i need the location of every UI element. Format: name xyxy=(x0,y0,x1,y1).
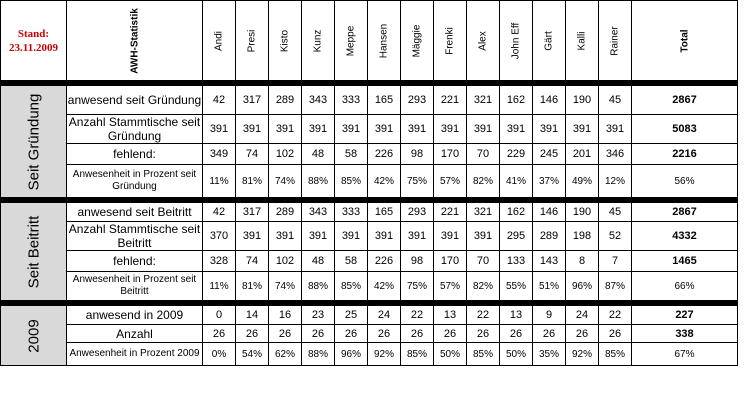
value-cell: 391 xyxy=(203,115,236,144)
value-cell: 74 xyxy=(236,144,269,165)
value-cell: 226 xyxy=(368,251,401,272)
value-cell: 229 xyxy=(500,144,533,165)
table-row xyxy=(1,144,738,165)
stand-date: 23.11.2009 xyxy=(9,41,58,54)
value-cell: 22 xyxy=(599,306,632,325)
row-label: Anzahl Stammtische seit Beitritt xyxy=(67,222,203,251)
value-cell: 70 xyxy=(467,144,500,165)
value-cell: 146 xyxy=(533,86,566,115)
value-cell: 162 xyxy=(500,86,533,115)
value-cell: 133 xyxy=(500,251,533,272)
person-header: Frenki xyxy=(434,1,467,81)
person-header: Kisto xyxy=(269,1,302,81)
value-cell: 391 xyxy=(500,115,533,144)
value-cell: 391 xyxy=(599,115,632,144)
total-cell: 66% xyxy=(632,272,738,301)
value-cell: 198 xyxy=(566,222,599,251)
total-cell: 1465 xyxy=(632,251,738,272)
value-cell: 0 xyxy=(203,306,236,325)
value-cell: 58 xyxy=(335,251,368,272)
value-cell: 11% xyxy=(203,165,236,198)
value-cell: 289 xyxy=(269,86,302,115)
section-label-cell xyxy=(1,306,67,366)
value-cell: 333 xyxy=(335,86,368,115)
table-row xyxy=(1,343,738,366)
row-label: fehlend: xyxy=(67,144,203,165)
person-header: Meppe xyxy=(335,1,368,81)
section-label: 2009 xyxy=(25,318,42,353)
value-cell: 26 xyxy=(434,325,467,343)
value-cell: 41% xyxy=(500,165,533,198)
total-cell: 4332 xyxy=(632,222,738,251)
value-cell: 391 xyxy=(368,222,401,251)
value-cell: 391 xyxy=(401,115,434,144)
value-cell: 8 xyxy=(566,251,599,272)
value-cell: 13 xyxy=(434,306,467,325)
value-cell: 245 xyxy=(533,144,566,165)
section-label: Seit Beitritt xyxy=(25,215,42,288)
value-cell: 24 xyxy=(368,306,401,325)
value-cell: 370 xyxy=(203,222,236,251)
value-cell: 42% xyxy=(368,165,401,198)
total-cell: 2867 xyxy=(632,86,738,115)
value-cell: 98 xyxy=(401,251,434,272)
table-row xyxy=(1,86,738,115)
value-cell: 87% xyxy=(599,272,632,301)
value-cell: 57% xyxy=(434,272,467,301)
value-cell: 81% xyxy=(236,165,269,198)
stand-label: Stand: xyxy=(17,27,50,40)
value-cell: 146 xyxy=(533,203,566,222)
value-cell: 391 xyxy=(302,115,335,144)
value-cell: 85% xyxy=(599,343,632,366)
value-cell: 50% xyxy=(434,343,467,366)
value-cell: 343 xyxy=(302,203,335,222)
value-cell: 98 xyxy=(401,144,434,165)
row-label: anwesend in 2009 xyxy=(67,306,203,325)
section-label-cell xyxy=(1,203,67,301)
value-cell: 391 xyxy=(533,115,566,144)
row-label: Anzahl xyxy=(67,325,203,343)
value-cell: 190 xyxy=(566,86,599,115)
total-header: Total xyxy=(632,1,738,81)
value-cell: 391 xyxy=(302,222,335,251)
value-cell: 14 xyxy=(236,306,269,325)
value-cell: 201 xyxy=(566,144,599,165)
value-cell: 23 xyxy=(302,306,335,325)
value-cell: 55% xyxy=(500,272,533,301)
person-header: Hansen xyxy=(368,1,401,81)
value-cell: 85% xyxy=(335,165,368,198)
row-label: Anwesenheit in Prozent seit Beitritt xyxy=(67,272,203,301)
person-header: Kunz xyxy=(302,1,335,81)
value-cell: 37% xyxy=(533,165,566,198)
value-cell: 26 xyxy=(467,325,500,343)
value-cell: 143 xyxy=(533,251,566,272)
value-cell: 190 xyxy=(566,203,599,222)
value-cell: 96% xyxy=(566,272,599,301)
table-row xyxy=(1,306,738,325)
value-cell: 52 xyxy=(599,222,632,251)
value-cell: 62% xyxy=(269,343,302,366)
value-cell: 391 xyxy=(467,115,500,144)
value-cell: 26 xyxy=(203,325,236,343)
value-cell: 75% xyxy=(401,272,434,301)
person-header: John Eff xyxy=(500,1,533,81)
value-cell: 102 xyxy=(269,144,302,165)
value-cell: 26 xyxy=(335,325,368,343)
value-cell: 74% xyxy=(269,272,302,301)
value-cell: 42% xyxy=(368,272,401,301)
value-cell: 26 xyxy=(566,325,599,343)
value-cell: 12% xyxy=(599,165,632,198)
total-cell: 67% xyxy=(632,343,738,366)
row-label: anwesend seit Beitritt xyxy=(67,203,203,222)
value-cell: 391 xyxy=(236,222,269,251)
value-cell: 26 xyxy=(401,325,434,343)
person-header: Andi xyxy=(203,1,236,81)
value-cell: 165 xyxy=(368,203,401,222)
total-cell: 2867 xyxy=(632,203,738,222)
value-cell: 317 xyxy=(236,86,269,115)
value-cell: 349 xyxy=(203,144,236,165)
value-cell: 391 xyxy=(335,222,368,251)
value-cell: 88% xyxy=(302,343,335,366)
value-cell: 26 xyxy=(269,325,302,343)
stand-date-cell xyxy=(1,1,67,81)
value-cell: 92% xyxy=(368,343,401,366)
person-header: Kalli xyxy=(566,1,599,81)
value-cell: 22 xyxy=(467,306,500,325)
value-cell: 58 xyxy=(335,144,368,165)
value-cell: 11% xyxy=(203,272,236,301)
value-cell: 42 xyxy=(203,203,236,222)
value-cell: 391 xyxy=(269,115,302,144)
value-cell: 75% xyxy=(401,165,434,198)
value-cell: 391 xyxy=(368,115,401,144)
value-cell: 22 xyxy=(401,306,434,325)
header-row xyxy=(1,1,738,81)
value-cell: 346 xyxy=(599,144,632,165)
value-cell: 54% xyxy=(236,343,269,366)
value-cell: 45 xyxy=(599,203,632,222)
total-cell: 56% xyxy=(632,165,738,198)
value-cell: 26 xyxy=(500,325,533,343)
value-cell: 26 xyxy=(302,325,335,343)
value-cell: 26 xyxy=(368,325,401,343)
total-cell: 338 xyxy=(632,325,738,343)
value-cell: 165 xyxy=(368,86,401,115)
value-cell: 26 xyxy=(599,325,632,343)
value-cell: 24 xyxy=(566,306,599,325)
value-cell: 221 xyxy=(434,86,467,115)
value-cell: 333 xyxy=(335,203,368,222)
value-cell: 391 xyxy=(434,222,467,251)
row-label: Anwesenheit in Prozent 2009 xyxy=(67,343,203,366)
value-cell: 35% xyxy=(533,343,566,366)
value-cell: 26 xyxy=(236,325,269,343)
table-row xyxy=(1,115,738,144)
value-cell: 16 xyxy=(269,306,302,325)
value-cell: 321 xyxy=(467,203,500,222)
value-cell: 226 xyxy=(368,144,401,165)
value-cell: 293 xyxy=(401,86,434,115)
value-cell: 170 xyxy=(434,251,467,272)
total-cell: 227 xyxy=(632,306,738,325)
table-row xyxy=(1,222,738,251)
value-cell: 48 xyxy=(302,251,335,272)
row-label: fehlend: xyxy=(67,251,203,272)
value-cell: 391 xyxy=(467,222,500,251)
value-cell: 7 xyxy=(599,251,632,272)
value-cell: 50% xyxy=(500,343,533,366)
value-cell: 57% xyxy=(434,165,467,198)
value-cell: 26 xyxy=(533,325,566,343)
person-header: Alex xyxy=(467,1,500,81)
value-cell: 45 xyxy=(599,86,632,115)
value-cell: 51% xyxy=(533,272,566,301)
value-cell: 321 xyxy=(467,86,500,115)
value-cell: 74 xyxy=(236,251,269,272)
table-row xyxy=(1,165,738,198)
value-cell: 391 xyxy=(236,115,269,144)
total-cell: 2216 xyxy=(632,144,738,165)
value-cell: 82% xyxy=(467,165,500,198)
person-header: Presi xyxy=(236,1,269,81)
value-cell: 13 xyxy=(500,306,533,325)
value-cell: 293 xyxy=(401,203,434,222)
section-label: Seit Gründung xyxy=(25,93,42,190)
value-cell: 25 xyxy=(335,306,368,325)
value-cell: 85% xyxy=(335,272,368,301)
value-cell: 295 xyxy=(500,222,533,251)
value-cell: 343 xyxy=(302,86,335,115)
value-cell: 391 xyxy=(401,222,434,251)
person-header: Gärt xyxy=(533,1,566,81)
value-cell: 49% xyxy=(566,165,599,198)
value-cell: 70 xyxy=(467,251,500,272)
value-cell: 48 xyxy=(302,144,335,165)
value-cell: 289 xyxy=(533,222,566,251)
value-cell: 92% xyxy=(566,343,599,366)
value-cell: 81% xyxy=(236,272,269,301)
person-header: Mäggie xyxy=(401,1,434,81)
value-cell: 42 xyxy=(203,86,236,115)
value-cell: 0% xyxy=(203,343,236,366)
table-row xyxy=(1,325,738,343)
value-cell: 391 xyxy=(269,222,302,251)
row-label: anwesend seit Gründung xyxy=(67,86,203,115)
value-cell: 328 xyxy=(203,251,236,272)
row-label: Anwesenheit in Prozent seit Gründung xyxy=(67,165,203,198)
value-cell: 391 xyxy=(335,115,368,144)
value-cell: 82% xyxy=(467,272,500,301)
person-header: Rainer xyxy=(599,1,632,81)
value-cell: 317 xyxy=(236,203,269,222)
value-cell: 221 xyxy=(434,203,467,222)
value-cell: 85% xyxy=(467,343,500,366)
table-row xyxy=(1,272,738,301)
value-cell: 96% xyxy=(335,343,368,366)
value-cell: 9 xyxy=(533,306,566,325)
value-cell: 391 xyxy=(566,115,599,144)
value-cell: 88% xyxy=(302,272,335,301)
section-label-cell xyxy=(1,86,67,198)
value-cell: 88% xyxy=(302,165,335,198)
value-cell: 74% xyxy=(269,165,302,198)
table-row xyxy=(1,251,738,272)
row-label: Anzahl Stammtische seit Gründung xyxy=(67,115,203,144)
statistics-title-cell xyxy=(67,1,203,81)
value-cell: 170 xyxy=(434,144,467,165)
total-cell: 5083 xyxy=(632,115,738,144)
value-cell: 391 xyxy=(434,115,467,144)
value-cell: 102 xyxy=(269,251,302,272)
value-cell: 162 xyxy=(500,203,533,222)
value-cell: 289 xyxy=(269,203,302,222)
value-cell: 85% xyxy=(401,343,434,366)
statistics-title: AWH-Statistik xyxy=(129,7,140,74)
table-row xyxy=(1,203,738,222)
